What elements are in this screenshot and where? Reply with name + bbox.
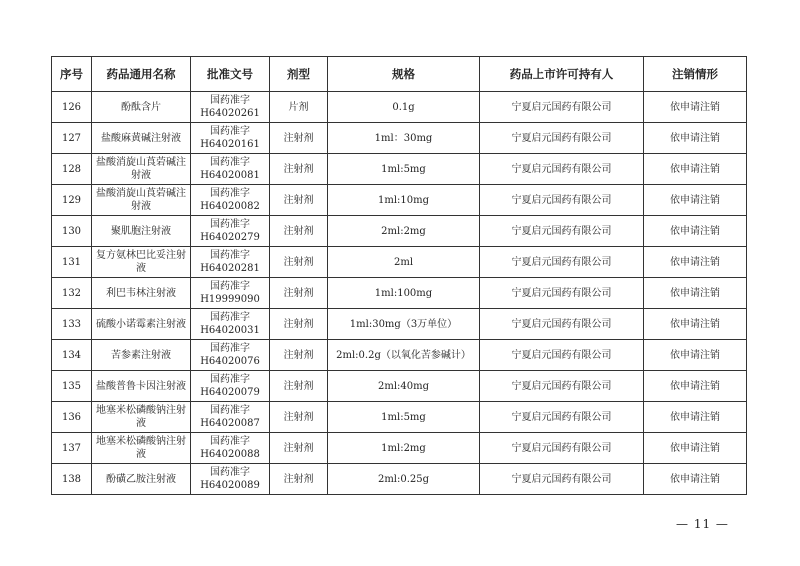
approval-prefix: 国药准字 (210, 312, 250, 323)
cell-specification: 2ml:2mg (328, 216, 480, 247)
cell-index: 127 (52, 123, 92, 154)
header-cancellation-status: 注销情形 (644, 57, 747, 92)
approval-code: H64020081 (200, 170, 260, 181)
approval-prefix: 国药准字 (210, 405, 250, 416)
cell-cancellation-status: 依申请注销 (644, 433, 747, 464)
approval-code: H64020261 (200, 108, 260, 119)
cell-index: 135 (52, 371, 92, 402)
cell-license-holder: 宁夏启元国药有限公司 (480, 464, 644, 495)
approval-code: H64020281 (200, 263, 260, 274)
table-row (52, 464, 747, 495)
cell-index: 130 (52, 216, 92, 247)
approval-prefix: 国药准字 (210, 436, 250, 447)
cell-license-holder: 宁夏启元国药有限公司 (480, 247, 644, 278)
cell-dosage-form: 注射剂 (270, 309, 328, 340)
approval-prefix: 国药准字 (210, 374, 250, 385)
cell-drug-name: 复方氨林巴比妥注射液 (92, 247, 191, 278)
cell-dosage-form: 注射剂 (270, 216, 328, 247)
header-approval-number: 批准文号 (191, 57, 270, 92)
cell-approval-number (191, 402, 270, 433)
header-dosage-form: 剂型 (270, 57, 328, 92)
cell-dosage-form: 注射剂 (270, 464, 328, 495)
approval-code: H64020082 (200, 201, 260, 212)
cell-specification: 1ml:5mg (328, 154, 480, 185)
cell-cancellation-status: 依申请注销 (644, 92, 747, 123)
cell-cancellation-status: 依申请注销 (644, 309, 747, 340)
header-index: 序号 (52, 57, 92, 92)
table-row (52, 402, 747, 433)
approval-code: H64020089 (200, 480, 260, 491)
cell-approval-number (191, 340, 270, 371)
table-row (52, 216, 747, 247)
cell-dosage-form: 注射剂 (270, 123, 328, 154)
header-drug-name: 药品通用名称 (92, 57, 191, 92)
table-header-row (52, 57, 747, 92)
approval-code: H64020079 (200, 387, 260, 398)
cell-cancellation-status: 依申请注销 (644, 464, 747, 495)
approval-prefix: 国药准字 (210, 157, 250, 168)
cell-index: 132 (52, 278, 92, 309)
cell-drug-name: 地塞米松磷酸钠注射液 (92, 402, 191, 433)
cell-dosage-form: 注射剂 (270, 340, 328, 371)
cell-cancellation-status: 依申请注销 (644, 216, 747, 247)
approval-prefix: 国药准字 (210, 343, 250, 354)
approval-code: H64020087 (200, 418, 260, 429)
cell-specification: 2ml (328, 247, 480, 278)
approval-prefix: 国药准字 (210, 219, 250, 230)
cell-cancellation-status: 依申请注销 (644, 371, 747, 402)
table-row (52, 154, 747, 185)
cell-cancellation-status: 依申请注销 (644, 247, 747, 278)
approval-prefix: 国药准字 (210, 250, 250, 261)
cell-drug-name: 酚酞含片 (92, 92, 191, 123)
cell-index: 136 (52, 402, 92, 433)
cell-approval-number (191, 123, 270, 154)
cell-specification: 1ml:5mg (328, 402, 480, 433)
cell-drug-name: 盐酸普鲁卡因注射液 (92, 371, 191, 402)
approval-code: H64020031 (200, 325, 260, 336)
cell-cancellation-status: 依申请注销 (644, 123, 747, 154)
cell-license-holder: 宁夏启元国药有限公司 (480, 154, 644, 185)
cell-dosage-form: 注射剂 (270, 154, 328, 185)
cell-cancellation-status: 依申请注销 (644, 402, 747, 433)
cell-index: 137 (52, 433, 92, 464)
cell-approval-number (191, 278, 270, 309)
table-row (52, 340, 747, 371)
cell-drug-name: 盐酸消旋山莨菪碱注射液 (92, 154, 191, 185)
table-row (52, 247, 747, 278)
cell-license-holder: 宁夏启元国药有限公司 (480, 92, 644, 123)
cell-dosage-form: 注射剂 (270, 278, 328, 309)
cell-license-holder: 宁夏启元国药有限公司 (480, 309, 644, 340)
cell-drug-name: 苦参素注射液 (92, 340, 191, 371)
cell-cancellation-status: 依申请注销 (644, 154, 747, 185)
cell-dosage-form: 注射剂 (270, 185, 328, 216)
table-row (52, 371, 747, 402)
drug-cancellation-table (51, 56, 747, 495)
table-row (52, 123, 747, 154)
cell-specification: 2ml:0.2g（以氧化苦参碱计） (328, 340, 480, 371)
cell-approval-number (191, 309, 270, 340)
cell-approval-number (191, 371, 270, 402)
approval-prefix: 国药准字 (210, 467, 250, 478)
cell-drug-name: 地塞米松磷酸钠注射液 (92, 433, 191, 464)
table-body (52, 92, 747, 495)
header-license-holder: 药品上市许可持有人 (480, 57, 644, 92)
cell-license-holder: 宁夏启元国药有限公司 (480, 371, 644, 402)
header-specification: 规格 (328, 57, 480, 92)
cell-cancellation-status: 依申请注销 (644, 278, 747, 309)
page-number: — 11 — (676, 517, 729, 531)
cell-dosage-form: 注射剂 (270, 247, 328, 278)
cell-specification: 1ml:100mg (328, 278, 480, 309)
cell-specification: 1ml:2mg (328, 433, 480, 464)
cell-index: 131 (52, 247, 92, 278)
cell-drug-name: 酚磺乙胺注射液 (92, 464, 191, 495)
cell-approval-number (191, 433, 270, 464)
approval-prefix: 国药准字 (210, 188, 250, 199)
cell-dosage-form: 片剂 (270, 92, 328, 123)
cell-specification: 1ml:30mg（3万单位） (328, 309, 480, 340)
table-row (52, 433, 747, 464)
cell-drug-name: 硫酸小诺霉素注射液 (92, 309, 191, 340)
approval-prefix: 国药准字 (210, 126, 250, 137)
cell-license-holder: 宁夏启元国药有限公司 (480, 216, 644, 247)
approval-prefix: 国药准字 (210, 281, 250, 292)
cell-specification: 0.1g (328, 92, 480, 123)
approval-code: H64020076 (200, 356, 260, 367)
cell-index: 126 (52, 92, 92, 123)
cell-cancellation-status: 依申请注销 (644, 185, 747, 216)
cell-index: 128 (52, 154, 92, 185)
table-row (52, 185, 747, 216)
cell-license-holder: 宁夏启元国药有限公司 (480, 278, 644, 309)
cell-index: 129 (52, 185, 92, 216)
cell-approval-number (191, 247, 270, 278)
cell-specification: 1ml：30mg (328, 123, 480, 154)
cell-license-holder: 宁夏启元国药有限公司 (480, 402, 644, 433)
cell-drug-name: 聚肌胞注射液 (92, 216, 191, 247)
cell-cancellation-status: 依申请注销 (644, 340, 747, 371)
cell-drug-name: 盐酸消旋山莨菪碱注射液 (92, 185, 191, 216)
cell-drug-name: 利巴韦林注射液 (92, 278, 191, 309)
cell-approval-number (191, 464, 270, 495)
table-row (52, 309, 747, 340)
cell-specification: 2ml:0.25g (328, 464, 480, 495)
cell-specification: 1ml:10mg (328, 185, 480, 216)
approval-code: H64020161 (200, 139, 260, 150)
approval-code: H64020279 (200, 232, 260, 243)
cell-approval-number (191, 216, 270, 247)
cell-specification: 2ml:40mg (328, 371, 480, 402)
cell-index: 134 (52, 340, 92, 371)
cell-license-holder: 宁夏启元国药有限公司 (480, 340, 644, 371)
cell-approval-number (191, 185, 270, 216)
cell-license-holder: 宁夏启元国药有限公司 (480, 433, 644, 464)
cell-index: 133 (52, 309, 92, 340)
cell-approval-number (191, 92, 270, 123)
cell-index: 138 (52, 464, 92, 495)
cell-license-holder: 宁夏启元国药有限公司 (480, 123, 644, 154)
cell-license-holder: 宁夏启元国药有限公司 (480, 185, 644, 216)
cell-dosage-form: 注射剂 (270, 402, 328, 433)
cell-dosage-form: 注射剂 (270, 433, 328, 464)
table-row (52, 92, 747, 123)
cell-dosage-form: 注射剂 (270, 371, 328, 402)
table-row (52, 278, 747, 309)
approval-prefix: 国药准字 (210, 95, 250, 106)
cell-drug-name: 盐酸麻黄碱注射液 (92, 123, 191, 154)
approval-code: H19999090 (200, 294, 260, 305)
approval-code: H64020088 (200, 449, 260, 460)
cell-approval-number (191, 154, 270, 185)
